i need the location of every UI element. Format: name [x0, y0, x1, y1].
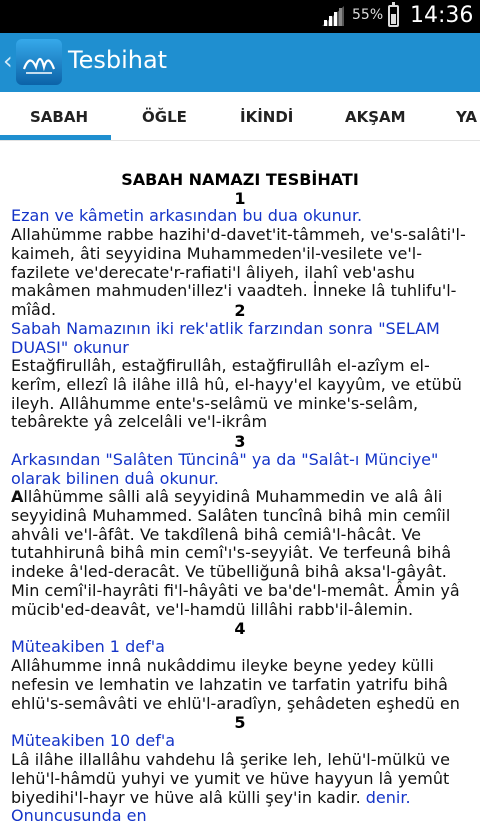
prayer-text-body: Lâ ilâhe illallâhu vahdehu lâ şerike leh, lehü'l-mülkü ve lehü'l-hâmdü yuhyi ve yumit ve hüve hayyun lâ yemût biyedihi'l-hayr ve hüve alâ külli şey'in kadir. [11, 750, 450, 807]
tab-sabah[interactable]: SABAH [30, 108, 89, 126]
prayer-text [11, 488, 471, 620]
section-number: 5 [234, 713, 246, 732]
prayer-text: Allahümme rabbe hazihi'd-davet'it-tâmmeh, ve's-salâti'l-kaimeh, âti seyyidina Muhammeden'il-vesilete ve'l-fazilete ve'derecate'r-rafiati'l âliyeh, ilahî veb'ashu makâmen mahmuden'illez'i vaadteh. İnneke lâ tuhlifu'l-mîâd. [11, 225, 466, 320]
section-number: 1 [234, 189, 246, 208]
prayer-instruction-inline: denir. Onuncusunda en [11, 787, 411, 826]
back-icon[interactable]: ‹ [3, 47, 13, 75]
section-number: 4 [234, 619, 246, 638]
tab-yatsi[interactable]: YA [456, 108, 478, 126]
section-instruction: Müteakiben 10 def'a [11, 731, 176, 750]
section-instruction: Müteakiben 1 def'a [11, 637, 165, 656]
prayer-text: Estağfirullâh, estağfirullâh, estağfirullâh el-azîym el-kerîm, ellezî lâ ilâhe illâ hû, el-hayy'el kayyûm, ve etübü ileyh. Allâhumme ente's-selâmü ve minke's-selâm, tebârekte yâ zelcelâli ve'l-ikrâm [11, 356, 462, 432]
section-number: 2 [234, 301, 246, 320]
tab-ikindi[interactable]: İKİNDİ [240, 108, 294, 126]
prayer-initial: A [11, 487, 24, 506]
app-title: Tesbihat [68, 46, 168, 74]
prayer-text [11, 751, 471, 826]
signal-icon [322, 6, 344, 26]
page-heading: SABAH NAMAZI TESBİHATI [121, 170, 359, 189]
section-instruction: Ezan ve kâmetin arkasından bu dua okunur. [11, 206, 363, 225]
tab-ogle[interactable]: ÖĞLE [142, 108, 187, 126]
status-bar [0, 0, 480, 33]
section-instruction: Arkasından "Salâten Tüncinâ" ya da "Salât-ı Münciye" olarak bilinen duâ okunur. [11, 450, 439, 488]
tab-bar [0, 92, 480, 141]
prayer-text-body: llâhümme sâlli alâ seyyidinâ Muhammedin ve alâ âli seyyidinâ Muhammed. Salâten tuncînâ bihâ min cemîil ahvâli ve'l-âfât. Ve takdîlenâ bihâ cemiâ'l-hâcât. Ve tutahhirunâ bihâ min cemî'ı's-seyyiât. Ve terfeunâ bihâ indeke â'led-deracât. Ve tübelliğunâ bihâ aksa'l-gâyât. Min cemî'il-hayrâti fi'l-hâyâti ve ba'de'l-memât. Âmin yâ mücib'ed-deavât, ve'l-hamdü lillâhi rabb'il-âlemin. [11, 487, 460, 619]
clock: 14:36 [410, 3, 474, 28]
battery-icon [388, 5, 399, 27]
app-icon[interactable] [16, 39, 62, 85]
section-number: 3 [234, 432, 246, 451]
action-bar [0, 33, 480, 92]
tesbihat-content[interactable] [0, 140, 480, 826]
battery-percent: 55% [352, 7, 384, 23]
prayer-text: Allâhumme innâ nukâddimu ileyke beyne yedey külli nefesin ve lemhatin ve lahzatin ve tarfatin yatrifu bihâ ehlü's-semâvâti ve ehlü'l-aradîyn, şehâdeten eşhedü en [11, 656, 460, 713]
tab-aksam[interactable]: AKŞAM [345, 108, 406, 126]
section-instruction: Sabah Namazının iki rek'atlik farzından sonra "SELAM DUASI" okunur [11, 319, 440, 357]
